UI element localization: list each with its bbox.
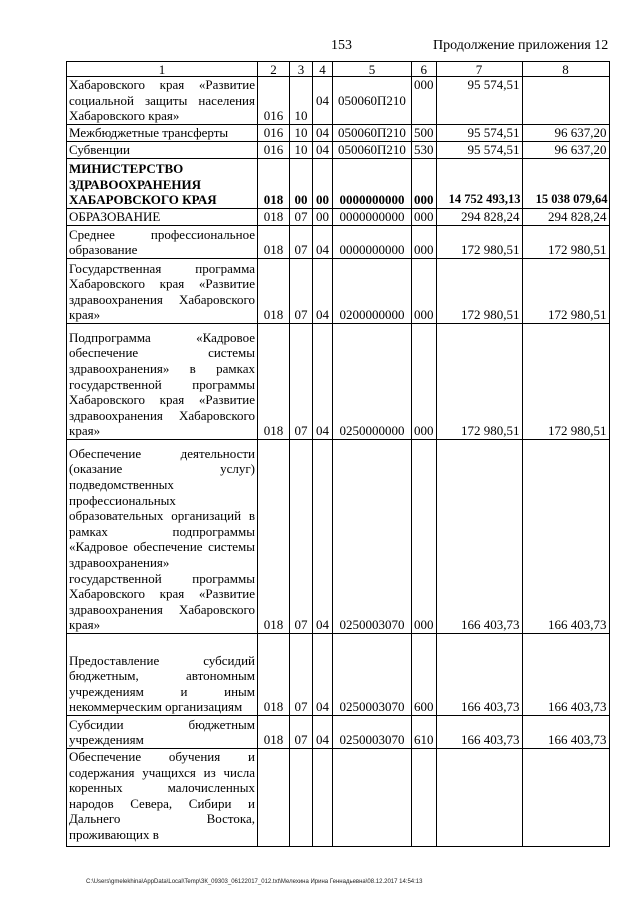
subsection-code: 04 — [313, 716, 333, 749]
amount-year-1: 166 403,73 — [436, 440, 522, 634]
ministry-code: 016 — [258, 142, 290, 159]
section-code: 10 — [290, 77, 313, 125]
ministry-code: 016 — [258, 77, 290, 125]
subsection-code: 04 — [313, 77, 333, 125]
row-name: Межбюджетные трансферты — [67, 125, 258, 142]
expense-code: 500 — [412, 125, 437, 142]
table-row — [67, 324, 610, 440]
amount-year-2: 166 403,73 — [522, 634, 609, 716]
row-name: Среднее профессиональное образование — [67, 226, 258, 259]
ministry-code: 018 — [258, 259, 290, 324]
row-name: Обеспечение обучения и содержания учащихся из числа коренных малочисленных народов Севера, Сибири и Дальнего Востока, проживающих в — [67, 749, 258, 847]
amount-year-2: 172 980,51 — [522, 226, 609, 259]
section-code: 07 — [290, 324, 313, 440]
amount-year-1: 95 574,51 — [436, 125, 522, 142]
ministry-code: 018 — [258, 440, 290, 634]
subsection-code — [313, 749, 333, 847]
row-name: Субсидии бюджетным учреждениям — [67, 716, 258, 749]
column-numbers-row — [67, 62, 610, 77]
amount-year-2: 172 980,51 — [522, 324, 609, 440]
amount-year-2: 96 637,20 — [522, 125, 609, 142]
amount-year-2 — [522, 749, 609, 847]
row-name: Субвенции — [67, 142, 258, 159]
ministry-code: 016 — [258, 125, 290, 142]
expense-code — [412, 749, 437, 847]
section-code: 07 — [290, 634, 313, 716]
amount-year-1: 172 980,51 — [436, 259, 522, 324]
page-number: 153 — [331, 38, 352, 53]
target-code: 0250003070 — [333, 634, 412, 716]
budget-table — [66, 61, 610, 847]
expense-code: 000 — [412, 159, 437, 209]
subsection-code: 00 — [313, 159, 333, 209]
amount-year-2: 294 828,24 — [522, 209, 609, 226]
amount-year-2: 166 403,73 — [522, 440, 609, 634]
appendix-continuation: Продолжение приложения 12 — [433, 38, 609, 53]
ministry-code: 018 — [258, 159, 290, 209]
section-code: 10 — [290, 125, 313, 142]
table-row — [67, 440, 610, 634]
table-row — [67, 77, 610, 125]
target-code: 050060П210 — [333, 77, 412, 125]
amount-year-1: 95 574,51 — [436, 142, 522, 159]
target-code: 050060П210 — [333, 142, 412, 159]
column-number: 1 — [67, 62, 258, 77]
amount-year-1: 95 574,51 — [436, 77, 522, 125]
amount-year-2 — [522, 77, 609, 125]
target-code: 050060П210 — [333, 125, 412, 142]
subsection-code: 04 — [313, 440, 333, 634]
section-code: 07 — [290, 259, 313, 324]
column-number: 4 — [313, 62, 333, 77]
target-code: 0000000000 — [333, 159, 412, 209]
subsection-code: 04 — [313, 226, 333, 259]
section-code — [290, 749, 313, 847]
target-code — [333, 749, 412, 847]
table-row — [67, 634, 610, 716]
target-code: 0000000000 — [333, 209, 412, 226]
table-row — [67, 259, 610, 324]
column-number: 6 — [412, 62, 437, 77]
amount-year-2: 15 038 079,64 — [522, 159, 609, 209]
column-number: 2 — [258, 62, 290, 77]
section-code: 07 — [290, 209, 313, 226]
target-code: 0250003070 — [333, 440, 412, 634]
expense-code: 000 — [412, 324, 437, 440]
amount-year-1: 294 828,24 — [436, 209, 522, 226]
row-name: Хабаровского края «Развитие социальной защиты населения Хабаровского края» — [67, 77, 258, 125]
column-number: 8 — [522, 62, 609, 77]
subsection-code: 04 — [313, 324, 333, 440]
expense-code: 000 — [412, 209, 437, 226]
file-path-footer: C:\Users\gmelekhina\AppData\Local\Temp\ЗК_09303_06122017_012.txt\Мелехина Ирина Геннадьевна\08.12.2017 14:54:13 — [86, 879, 423, 885]
column-number: 3 — [290, 62, 313, 77]
subsection-code: 00 — [313, 209, 333, 226]
subsection-code: 04 — [313, 259, 333, 324]
table-row — [67, 716, 610, 749]
row-name: Подпрограмма «Кадровое обеспечение системы здравоохранения» в рамках государственной программы Хабаровского края «Развитие здравоохранения Хабаровского края» — [67, 324, 258, 440]
ministry-code — [258, 749, 290, 847]
ministry-code: 018 — [258, 716, 290, 749]
table-row — [67, 125, 610, 142]
table-row — [67, 209, 610, 226]
column-number: 5 — [333, 62, 412, 77]
column-number: 7 — [436, 62, 522, 77]
ministry-code: 018 — [258, 324, 290, 440]
expense-code: 610 — [412, 716, 437, 749]
table-row — [67, 159, 610, 209]
amount-year-2: 172 980,51 — [522, 259, 609, 324]
expense-code: 530 — [412, 142, 437, 159]
target-code: 0000000000 — [333, 226, 412, 259]
row-name: Государственная программа Хабаровского края «Развитие здравоохранения Хабаровского края» — [67, 259, 258, 324]
target-code: 0250003070 — [333, 716, 412, 749]
amount-year-1: 172 980,51 — [436, 324, 522, 440]
subsection-code: 04 — [313, 142, 333, 159]
amount-year-2: 96 637,20 — [522, 142, 609, 159]
section-code: 00 — [290, 159, 313, 209]
row-name: ОБРАЗОВАНИЕ — [67, 209, 258, 226]
target-code: 0250000000 — [333, 324, 412, 440]
subsection-code: 04 — [313, 125, 333, 142]
table-row — [67, 226, 610, 259]
expense-code: 000 — [412, 259, 437, 324]
table-row — [67, 142, 610, 159]
row-name: Предоставление субсидий бюджетным, автономным учреждениям и иным некоммерческим организациям — [67, 634, 258, 716]
subsection-code: 04 — [313, 634, 333, 716]
amount-year-1: 172 980,51 — [436, 226, 522, 259]
ministry-code: 018 — [258, 209, 290, 226]
expense-code: 600 — [412, 634, 437, 716]
section-code: 07 — [290, 440, 313, 634]
target-code: 0200000000 — [333, 259, 412, 324]
row-name: Обеспечение деятельности (оказание услуг) подведомственных профессиональных образовательных организаций в рамках подпрограммы «Кадровое обеспечение системы здравоохранения» государственной программы Хабаровского края «Развитие здравоохранения Хабаровского края» — [67, 440, 258, 634]
expense-code: 000 — [412, 226, 437, 259]
ministry-code: 018 — [258, 634, 290, 716]
section-code: 07 — [290, 716, 313, 749]
amount-year-1: 166 403,73 — [436, 716, 522, 749]
expense-code: 000 — [412, 440, 437, 634]
ministry-code: 018 — [258, 226, 290, 259]
amount-year-1: 166 403,73 — [436, 634, 522, 716]
section-code: 07 — [290, 226, 313, 259]
row-name: МИНИСТЕРСТВО ЗДРАВООХРАНЕНИЯ ХАБАРОВСКОГО КРАЯ — [67, 159, 258, 209]
amount-year-2: 166 403,73 — [522, 716, 609, 749]
section-code: 10 — [290, 142, 313, 159]
amount-year-1 — [436, 749, 522, 847]
amount-year-1: 14 752 493,13 — [436, 159, 522, 209]
table-row — [67, 749, 610, 847]
expense-code: 000 — [412, 77, 437, 125]
